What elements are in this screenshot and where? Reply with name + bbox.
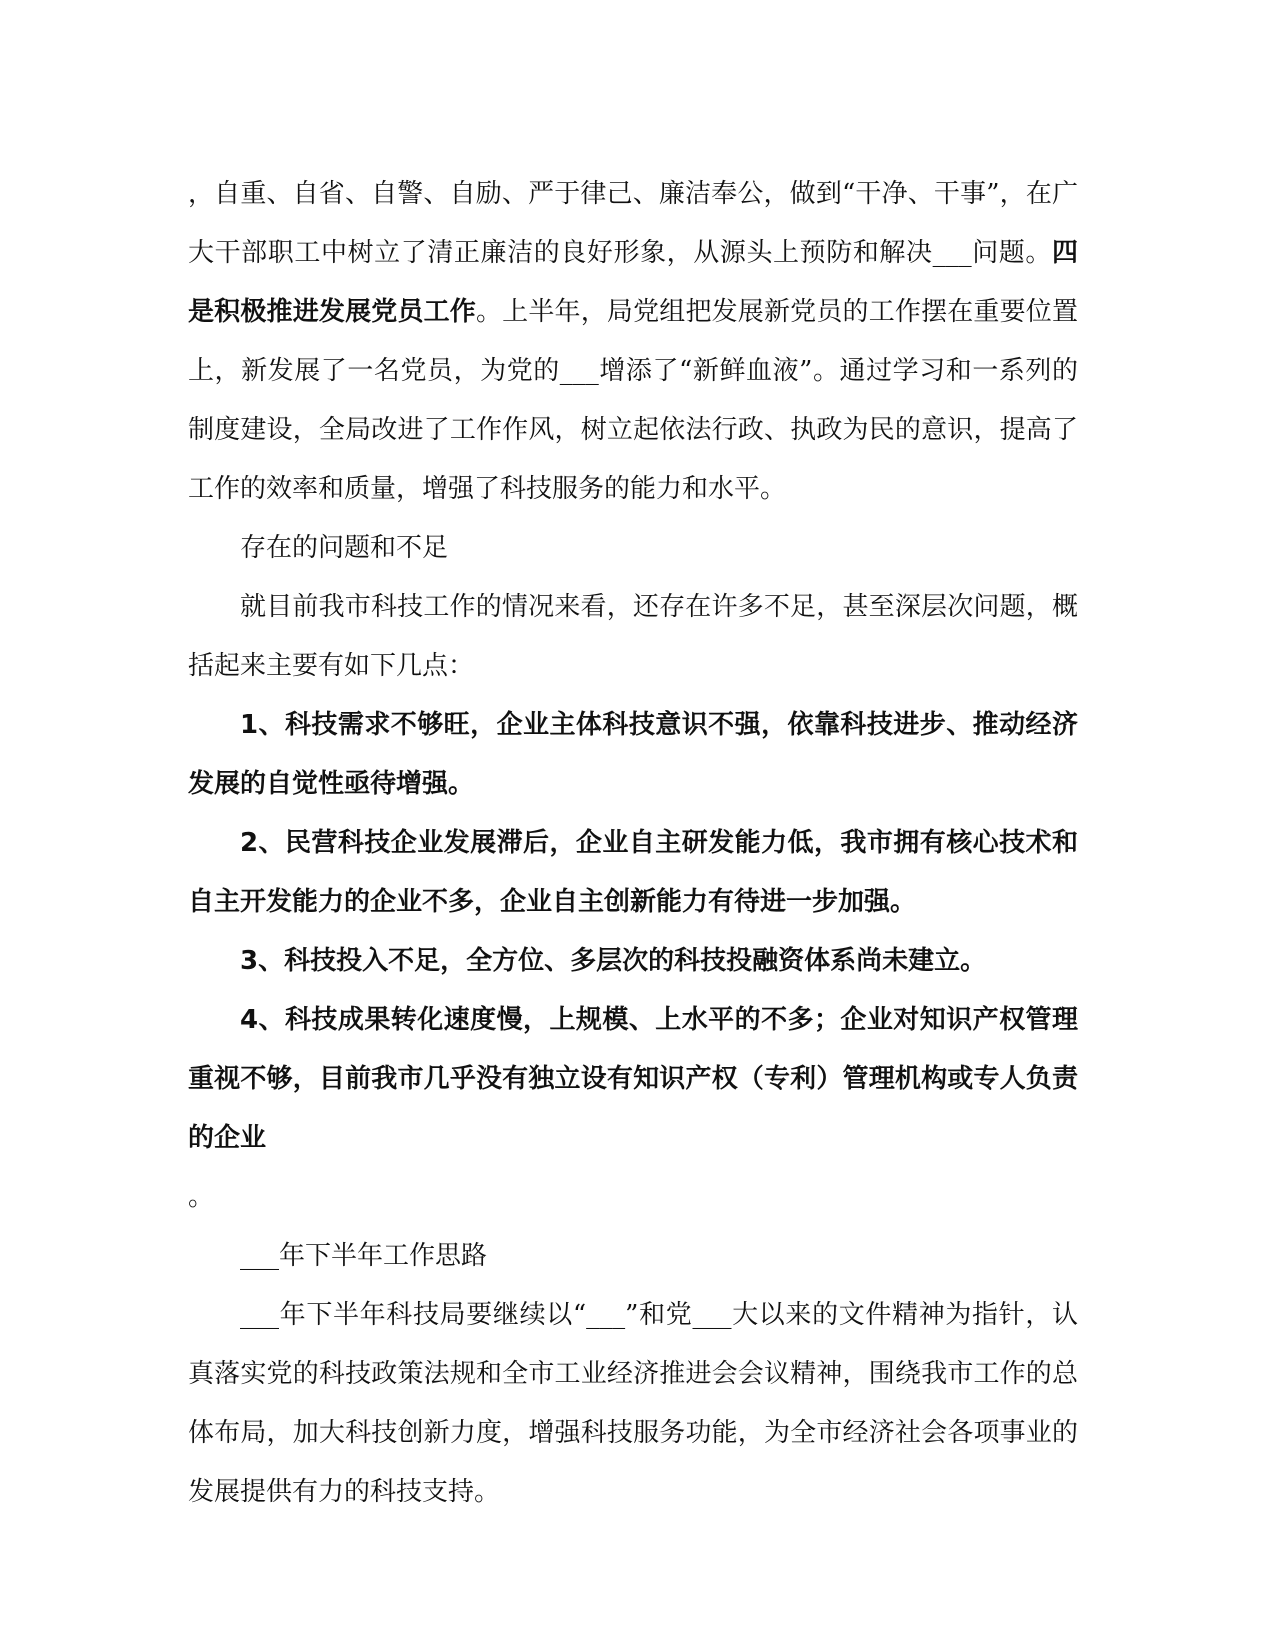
- problem-item-4-tail: 。: [188, 1182, 215, 1212]
- problem-item-1: 1、科技需求不够旺，企业主体科技意识不强，依靠科技进步、推动经济发展的自觉性亟待增强。: [188, 710, 1078, 799]
- section-heading-problems: 存在的问题和不足: [240, 533, 449, 563]
- paragraph-party-work: [188, 165, 1078, 519]
- section-heading-plan: ___年下半年工作思路: [240, 1241, 488, 1271]
- problem-item-4-text: 4、科技成果转化速度慢，上规模、上水平的不多；企业对知识产权管理重视不够，目前我市几乎没有独立设有知识产权（专利）管理机构或专人负责的企业: [188, 1005, 1078, 1153]
- paragraph-text: 。上半年，局党组把发展新党员的工作摆在重要位置上，新发展了一名党员，为党的___增添了“新鲜血液”。通过学习和一系列的制度建设，全局改进了工作作风，树立起依法行政、执政为民的意识，提高了工作的效率和质量，增强了科技服务的能力和水平。: [188, 297, 1078, 504]
- paragraph-plan: ___年下半年科技局要继续以“___”和党___大以来的文件精神为指针，认真落实党的科技政策法规和全市工业经济推进会会议精神，围绕我市工作的总体布局，加大科技创新力度，增强科技服务功能，为全市经济社会各项事业的发展提供有力的科技支持。: [188, 1300, 1078, 1507]
- problem-item-4: [188, 991, 1078, 1227]
- document-body: [188, 165, 1078, 1522]
- paragraph-problems-intro: 就目前我市科技工作的情况来看，还存在许多不足，甚至深层次问题，概括起来主要有如下几点：: [188, 592, 1078, 681]
- bold-phrase: 四是积极推进发展党员工作: [188, 238, 1078, 327]
- paragraph-text: ，自重、自省、自警、自励、严于律己、廉洁奉公，做到“干净、干事”，在广大干部职工中树立了清正廉洁的良好形象，从源头上预防和解决___问题。: [188, 179, 1078, 268]
- problem-item-2: 2、民营科技企业发展滞后，企业自主研发能力低，我市拥有核心技术和自主开发能力的企业不多，企业自主创新能力有待进一步加强。: [188, 828, 1078, 917]
- problem-item-3: 3、科技投入不足，全方位、多层次的科技投融资体系尚未建立。: [240, 946, 987, 976]
